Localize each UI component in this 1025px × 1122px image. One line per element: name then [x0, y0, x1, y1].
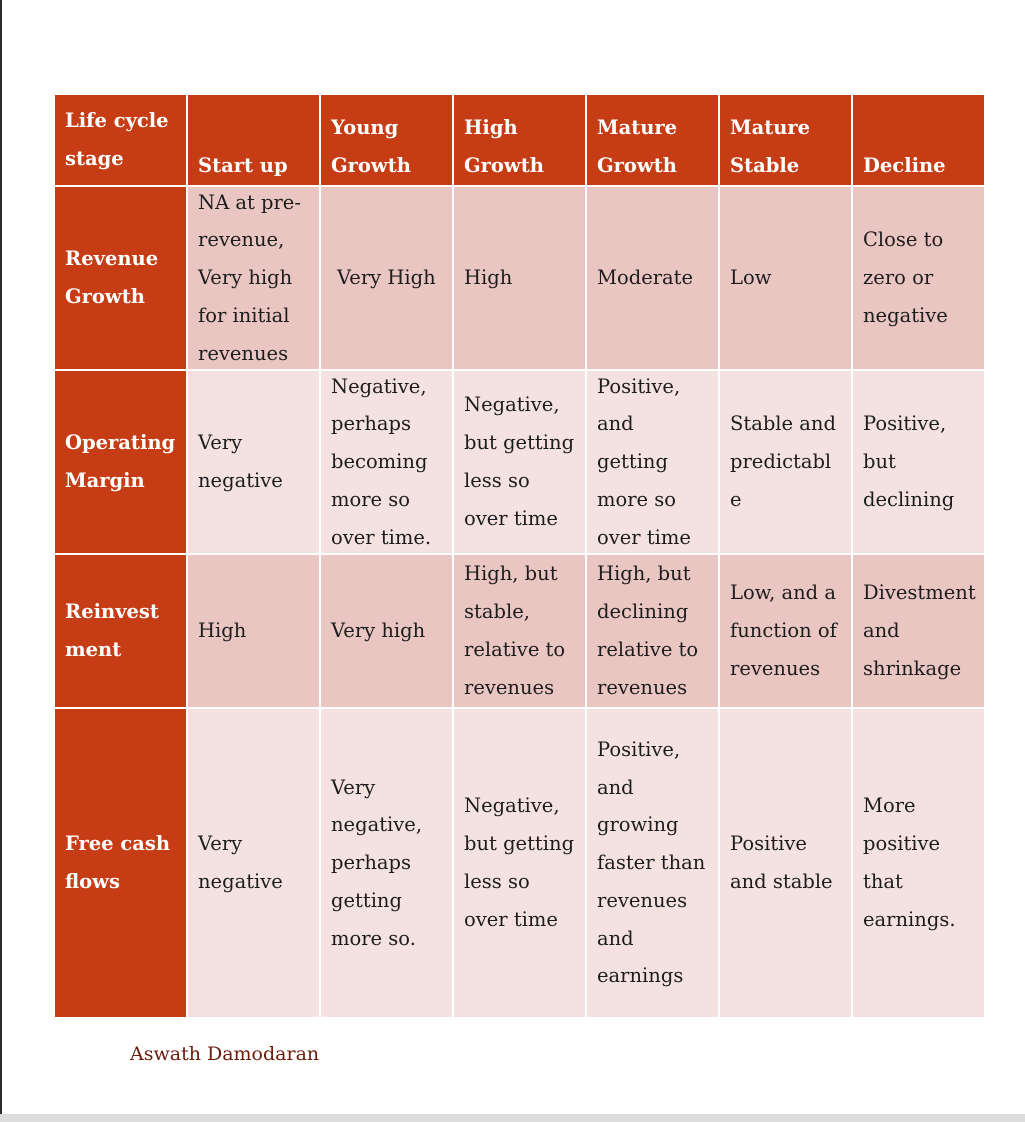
author-credit: Aswath Damodaran — [130, 1043, 320, 1065]
row-label-free-cash-flows: Free cash flows — [55, 709, 186, 1017]
header-cell-mature-stable: Mature Stable — [720, 95, 851, 185]
table-cell: Negative, perhaps becoming more so over time. — [321, 371, 452, 553]
page-left-border — [0, 0, 2, 1122]
header-cell-start-up: Start up — [188, 95, 319, 185]
header-cell-stage: Life cycle stage — [55, 95, 186, 185]
table-cell: Divestment and shrinkage — [853, 555, 984, 707]
table-cell: Positive and stable — [720, 709, 851, 1017]
table-cell: High, but declining relative to revenues — [587, 555, 718, 707]
table-cell: Positive, and growing faster than revenues and earnings — [587, 709, 718, 1017]
table-cell: Very negative — [188, 709, 319, 1017]
table-cell: Positive, but declining — [853, 371, 984, 553]
table-cell: Very negative, perhaps getting more so. — [321, 709, 452, 1017]
table-cell: Low — [720, 187, 851, 369]
bottom-edge — [0, 1114, 1025, 1122]
table-cell: Very high — [321, 555, 452, 707]
table-cell: High — [454, 187, 585, 369]
table-cell: High — [188, 555, 319, 707]
row-label-revenue-growth: Revenue Growth — [55, 187, 186, 369]
header-cell-young-growth: Young Growth — [321, 95, 452, 185]
table-cell: High, but stable, relative to revenues — [454, 555, 585, 707]
table-cell: Positive, and getting more so over time — [587, 371, 718, 553]
header-cell-mature-growth: Mature Growth — [587, 95, 718, 185]
table-cell: Negative, but getting less so over time — [454, 371, 585, 553]
table-cell: Low, and a function of revenues — [720, 555, 851, 707]
table-cell: Close to zero or negative — [853, 187, 984, 369]
table-cell: Very High — [321, 187, 452, 369]
row-label-reinvestment: Reinvest ment — [55, 555, 186, 707]
table-cell: More positive that earnings. — [853, 709, 984, 1017]
table-cell: Very negative — [188, 371, 319, 553]
table-cell: NA at pre- revenue, Very high for initial revenues — [188, 187, 319, 369]
table-cell: Moderate — [587, 187, 718, 369]
table-cell: Negative, but getting less so over time — [454, 709, 585, 1017]
row-label-operating-margin: Operating Margin — [55, 371, 186, 553]
header-cell-decline: Decline — [853, 95, 984, 185]
table-cell: Stable and predictabl e — [720, 371, 851, 553]
header-cell-high-growth: High Growth — [454, 95, 585, 185]
life-cycle-table — [55, 95, 984, 1017]
